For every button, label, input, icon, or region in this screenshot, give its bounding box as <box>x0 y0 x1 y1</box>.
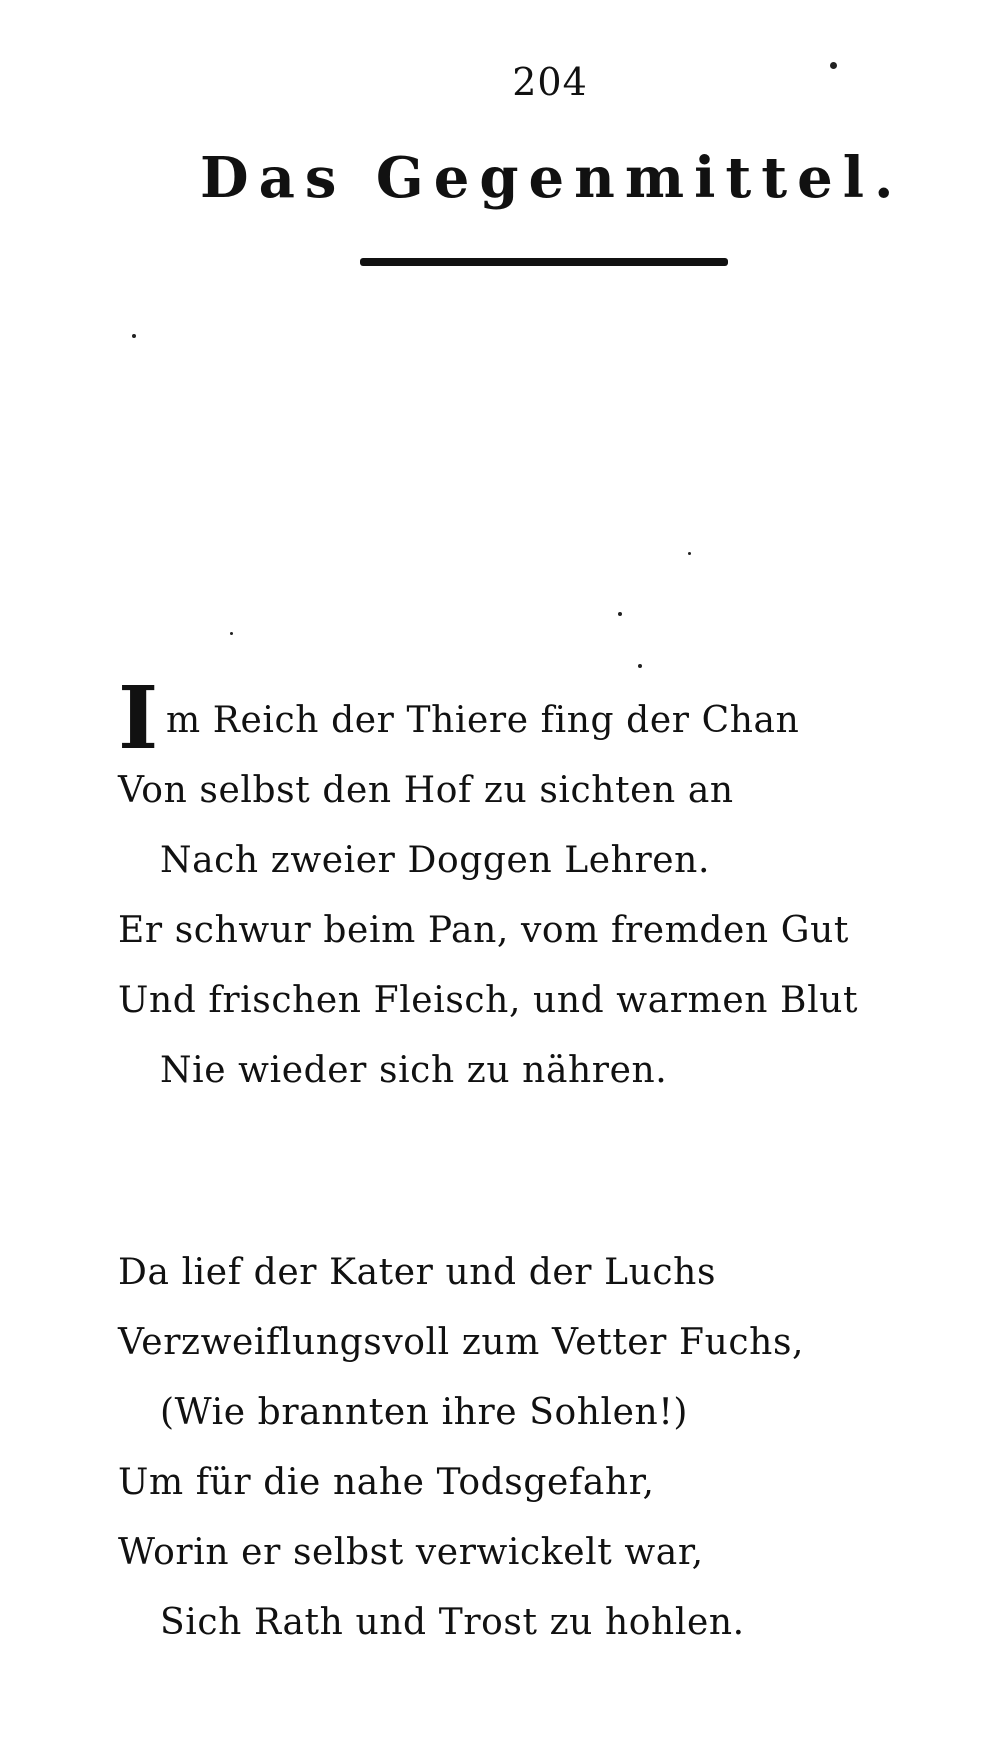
poem-line-text: m Reich der Thiere fing der Chan <box>166 700 800 741</box>
drop-cap: I <box>118 668 159 769</box>
stanza-2 <box>118 1238 978 1658</box>
poem-title: Das Gegenmittel. <box>200 145 904 211</box>
scan-speck <box>230 632 233 635</box>
scan-speck <box>688 552 691 555</box>
poem-line: Um für die nahe Todsgefahr, <box>118 1462 655 1503</box>
scan-speck <box>132 334 136 338</box>
page-number: 204 <box>512 60 588 104</box>
poem-line: Verzweiflungsvoll zum Vetter Fuchs, <box>118 1322 805 1363</box>
poem-line: Er schwur beim Pan, vom fremden Gut <box>118 910 849 951</box>
poem-line: (Wie brannten ihre Sohlen!) <box>160 1392 689 1433</box>
poem-line: Worin er selbst verwickelt war, <box>118 1532 704 1573</box>
poem-line <box>118 668 978 769</box>
stanza-1 <box>118 668 978 1106</box>
poem-line: Von selbst den Hof zu sichten an <box>118 770 734 811</box>
title-divider <box>360 258 728 266</box>
poem-line: Sich Rath und Trost zu hohlen. <box>160 1602 745 1643</box>
poem-line: Nie wieder sich zu nähren. <box>160 1050 668 1091</box>
scan-speck <box>618 612 622 616</box>
poem-line: Da lief der Kater und der Luchs <box>118 1252 717 1293</box>
poem-line: Nach zweier Doggen Lehren. <box>160 840 711 881</box>
scan-speck <box>638 664 642 668</box>
scan-speck <box>830 62 837 69</box>
poem-line: Und frischen Fleisch, und warmen Blut <box>118 980 859 1021</box>
